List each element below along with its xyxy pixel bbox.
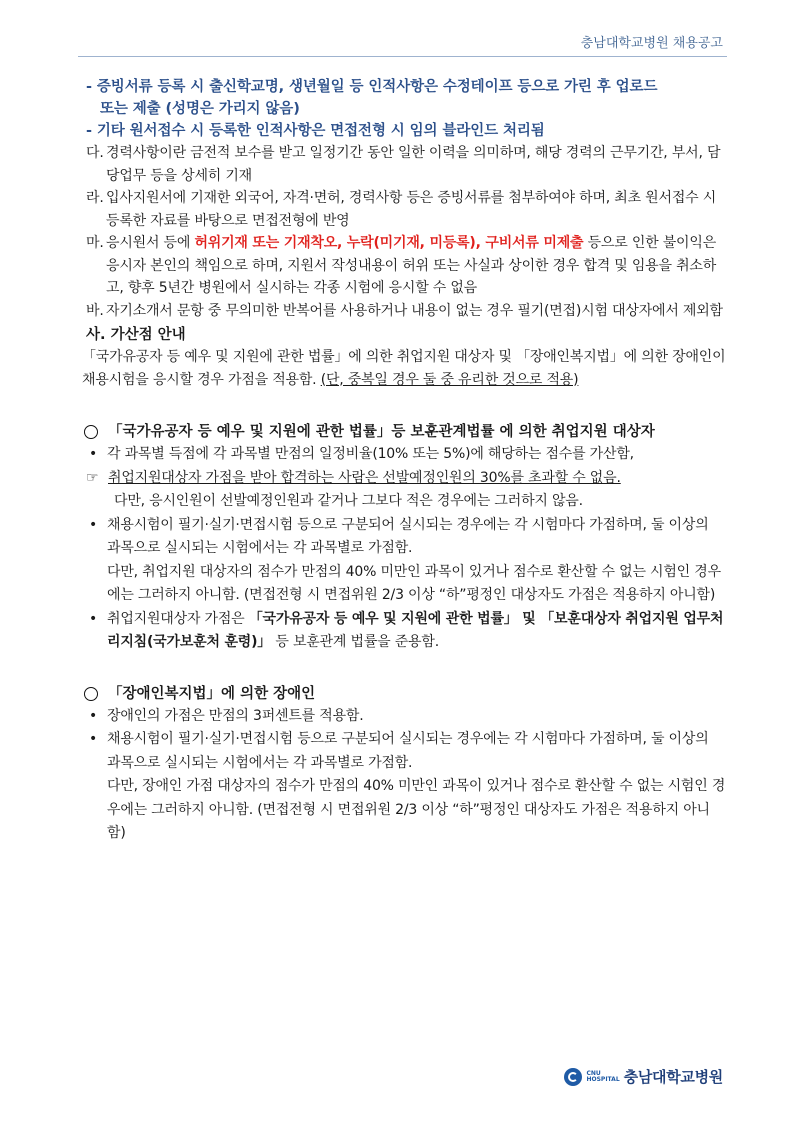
item-marker: 라. [86,190,104,206]
bonus-intro-text: 「국가유공자 등 예우 및 지원에 관한 법률」에 의한 취업지원 대상자 및 「장애인복지법」에 의한 장애인이 채용시험을 응시할 경우 가점을 적용함. [82,349,726,388]
bullet-dot: • [89,731,98,747]
veterans-note [86,467,726,491]
logo-subtext [586,1071,619,1083]
bonus-intro-paragraph [82,346,726,391]
item-marker: 바. [86,302,104,319]
disabled-section-title [84,683,726,705]
blue-note-text-cont: 또는 제출 (성명은 가리지 않음) [100,101,300,117]
item-text: 경력사항이란 금전적 보수를 받고 일정기간 동안 일한 이력을 의미하며, 해당 경력의 근무기간, 부서, 담당업무 등을 상세히 기재 [106,145,721,184]
item-da [86,142,726,187]
bullet-text [107,608,726,655]
bullet-text: 채용시험이 필기·실기·면접시험 등으로 구분되어 실시되는 경우에는 각 시험마다 가점하며, 둘 이상의 과목으로 실시되는 시험에서는 각 과목별로 가점함. [107,731,709,771]
veterans-bullet-3 [86,608,726,655]
item-marker: 마. [86,235,104,251]
blue-note-text: 기타 원서접수 시 등록한 인적사항은 면접전형 시 임의 블라인드 처리됨 [96,123,545,139]
section-title-bonus: 사. 가산점 안내 [86,327,186,343]
bullet-dot: • [89,446,98,462]
logo-name: 충남대학교병원 [623,1068,723,1086]
item-text: 입사지원서에 기재한 외국어, 자격·면허, 경력사항 등은 증빙서류를 첨부하여야 하며, 최초 원서접수 시 등록한 자료를 바탕으로 면접전형에 반영 [106,190,717,229]
item-ra [86,187,726,232]
item-text: 자기소개서 문항 중 무의미한 반복어를 사용하거나 내용이 없는 경우 필기(면접)시험 대상자에서 제외함 [106,302,723,319]
item-text [106,232,726,300]
blue-note-text: 증빙서류 등록 시 출신학교명, 생년월일 등 인적사항은 수정테이프 등으로 가린 후 업로드 [96,79,658,95]
disabled-bullet-1 [86,705,726,729]
veterans-title-text: 「국가유공자 등 예우 및 지원에 관한 법률」등 보훈관계법률 에 의한 취업지원 대상자 [108,424,655,440]
item-highlight-red: 허위기재 또는 기재착오, 누락(미기재, 미등록), 구비서류 미제출 [194,235,584,251]
circle-bullet-icon [84,425,98,439]
bullet-text-pre: 취업지원대상자 가점은 [107,610,249,627]
bullet-text-bold: 「국가유공자 등 예우 및 지원에 관한 법률」 및 「보훈대상자 취업지원 업무처리지침(국가보훈처 훈령)」 [107,610,724,650]
item-ba [86,300,726,323]
bullet-dot: • [89,707,98,724]
document-body [82,76,726,846]
logo-small-cnu: CNU [586,1069,601,1077]
disabled-title-text: 「장애인복지법」에 의한 장애인 [108,685,316,702]
bullet-text: 각 과목별 득점에 각 과목별 만점의 일정비율(10% 또는 5%)에 해당하는 점수를 가산함, [107,446,634,462]
item-text-post: 등으로 인한 불이익은 응시자 본인의 책임으로 하며, 지원서 작성내용이 허위 또는 사실과 상이한 경우 합격 및 임용을 취소하고, 향후 5년간 병원에서 실시하는 각종 시험에 응시할 수 없음 [106,235,717,296]
hospital-logo [564,1066,723,1087]
bullet-text: 채용시험이 필기·실기·면접시험 등으로 구분되어 실시되는 경우에는 각 시험마다 가점하며, 둘 이상의 과목으로 실시되는 시험에서는 각 과목별로 가점함. [107,516,709,556]
blue-note-marker: - [86,79,92,95]
bullet-dot: • [89,516,98,533]
veterans-note-cont: 다만, 응시인원이 선발예정인원과 같거나 그보다 적은 경우에는 그러하지 않음. [114,493,583,509]
veterans-bullet-1 [86,443,726,467]
bullet-text: 장애인의 가점은 만점의 3퍼센트를 적용함. [107,707,364,724]
disabled-bullet-2-cont: 다만, 장애인 가점 대상자의 점수가 만점의 40% 미만인 과목이 있거나 점수로 환산할 수 없는 시험인 경우에는 그러하지 아니함. (면접전형 시 면접위원 2/3 이상 “하”평정인 대상자도 가점은 적용하지 아니함) [107,778,726,841]
header-title: 충남대학교병원 채용공고 [580,36,723,51]
disabled-bullet-2 [86,728,726,775]
item-marker: 다. [86,145,104,161]
pointing-hand-icon: ☞ [86,469,99,486]
logo-small-hospital: HOSPITAL [586,1075,620,1083]
item-text-pre: 응시원서 등에 [106,235,195,251]
circle-bullet-icon [84,687,98,701]
bonus-intro-underline: (단, 중복일 경우 둘 중 유리한 것으로 적용) [320,371,579,388]
veterans-bullet-2-cont: 다만, 취업지원 대상자의 점수가 만점의 40% 미만인 과목이 있거나 점수로 환산할 수 없는 시험인 경우에는 그러하지 아니함. (면접전형 시 면접위원 2/3 이상 “하”평정인 대상자도 가점은 적용하지 아니함) [107,563,721,603]
header-divider [78,56,727,57]
item-ma [86,232,726,300]
veterans-bullet-2 [86,514,726,561]
note-underline-text: 취업지원대상자 가점을 받아 합격하는 사람은 선발예정인원의 30%를 초과할 수 없음. [108,469,621,486]
bullet-text-post: 등 보훈관계 법률을 준용함. [275,634,439,650]
bullet-dot: • [89,610,98,627]
hospital-logo-icon [564,1068,582,1086]
veterans-section-title [84,421,726,443]
blue-note-marker: - [86,123,92,139]
blue-note-2 [86,120,726,142]
blue-note-1 [86,76,726,120]
